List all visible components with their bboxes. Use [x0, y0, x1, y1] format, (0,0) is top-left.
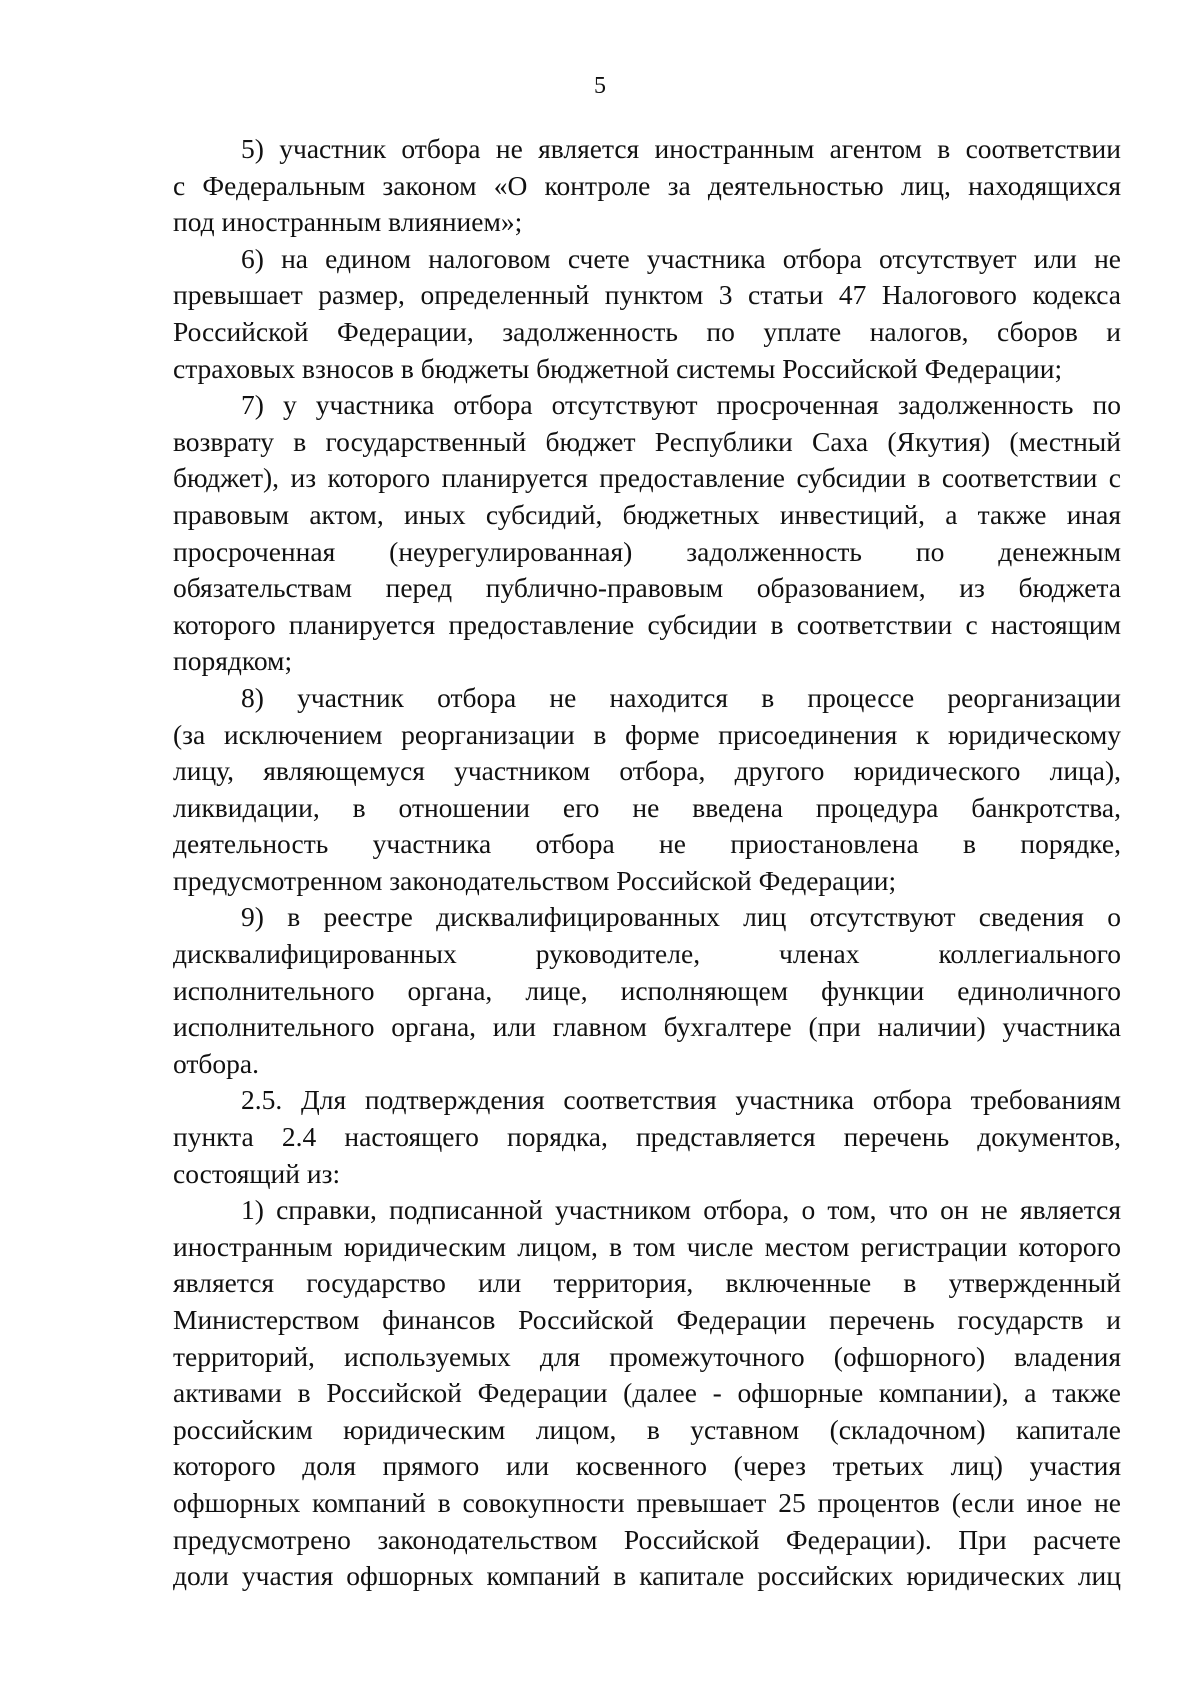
text-line: бюджет), из которого планируется предоставление субсидии в соответствии с [173, 462, 1121, 494]
page-number: 5 [594, 73, 606, 99]
text-line: иностранным юридическим лицом, в том числе местом регистрации которого [173, 1230, 1121, 1262]
paragraph [173, 387, 1121, 680]
text-line: 8) участник отбора не находится в процессе реорганизации [241, 681, 1121, 713]
text-line: правовым актом, иных субсидий, бюджетных инвестиций, а также иная [173, 498, 1121, 530]
text-line: 7) у участника отбора отсутствуют просроченная задолженность по [241, 389, 1121, 421]
text-line: предусмотрено законодательством Российской Федерации). При расчете [173, 1523, 1121, 1555]
text-line: дисквалифицированных руководителе, членах коллегиального [173, 938, 1121, 970]
text-line: с Федеральным законом «О контроле за деятельностью лиц, находящихся [173, 169, 1121, 201]
text-line: деятельность участника отбора не приостановлена в порядке, [173, 828, 1121, 860]
text-line: которого планируется предоставление субсидии в соответствии с настоящим [173, 608, 1121, 640]
text-line: исполнительного органа, или главном бухгалтере (при наличии) участника [173, 1011, 1121, 1043]
paragraph [173, 131, 1121, 241]
text-line: территорий, используемых для промежуточного (офшорного) владения [173, 1340, 1121, 1372]
text-line: 5) участник отбора не является иностранным агентом в соответствии [241, 133, 1121, 164]
paragraph [173, 1192, 1121, 1595]
text-line: исполнительного органа, лице, исполняющем функции единоличного [173, 974, 1121, 1006]
paragraph [173, 899, 1121, 1082]
text-line: российским юридическим лицом, в уставном (складочном) капитале [173, 1413, 1121, 1445]
text-line: просроченная (неурегулированная) задолженность по денежным [173, 535, 1121, 567]
text-line: превышает размер, определенный пунктом 3 статьи 47 Налогового кодекса [173, 279, 1121, 311]
text-line: которого доля прямого или косвенного (через третьих лиц) участия [173, 1450, 1121, 1482]
text-line: Министерством финансов Российской Федерации перечень государств и [173, 1304, 1121, 1335]
paragraph [173, 1082, 1121, 1192]
text-line: под иностранным влиянием»; [173, 206, 523, 238]
text-line: страховых взносов в бюджеты бюджетной системы Российской Федерации; [173, 352, 1063, 384]
text-line: обязательствам перед публично-правовым образованием, из бюджета [173, 572, 1121, 604]
paragraph [173, 680, 1121, 900]
text-line: порядком; [173, 645, 293, 677]
text-line: ликвидации, в отношении его не введена процедура банкротства, [173, 791, 1121, 823]
text-line: активами в Российской Федерации (далее - офшорные компании), а также [173, 1377, 1121, 1409]
text-line: Российской Федерации, задолженность по уплате налогов, сборов и [173, 315, 1121, 347]
text-line: 2.5. Для подтверждения соответствия участника отбора требованиям [241, 1084, 1121, 1116]
text-line: доли участия офшорных компаний в капитале российских юридических лиц [173, 1560, 1121, 1592]
text-line: предусмотренном законодательством Российской Федерации; [173, 864, 897, 896]
text-line: 6) на едином налоговом счете участника отбора отсутствует или не [241, 242, 1121, 274]
text-line: 9) в реестре дисквалифицированных лиц отсутствуют сведения о [241, 901, 1121, 933]
text-line: отбора. [173, 1047, 259, 1079]
text-line: лицу, являющемуся участником отбора, другого юридического лица), [173, 755, 1121, 787]
text-line: состоящий из: [173, 1157, 341, 1189]
text-line: офшорных компаний в совокупности превышает 25 процентов (если иное не [173, 1486, 1121, 1518]
text-line: (за исключением реорганизации в форме присоединения к юридическому [173, 718, 1121, 750]
text-line: пункта 2.4 настоящего порядка, представляется перечень документов, [173, 1121, 1121, 1153]
text-line: 1) справки, подписанной участником отбора, о том, что он не является [241, 1194, 1121, 1226]
text-line: возврату в государственный бюджет Республики Саха (Якутия) (местный [173, 425, 1121, 457]
document-body [173, 131, 1121, 1595]
text-line: является государство или территория, включенные в утвержденный [173, 1267, 1121, 1299]
paragraph [173, 241, 1121, 387]
